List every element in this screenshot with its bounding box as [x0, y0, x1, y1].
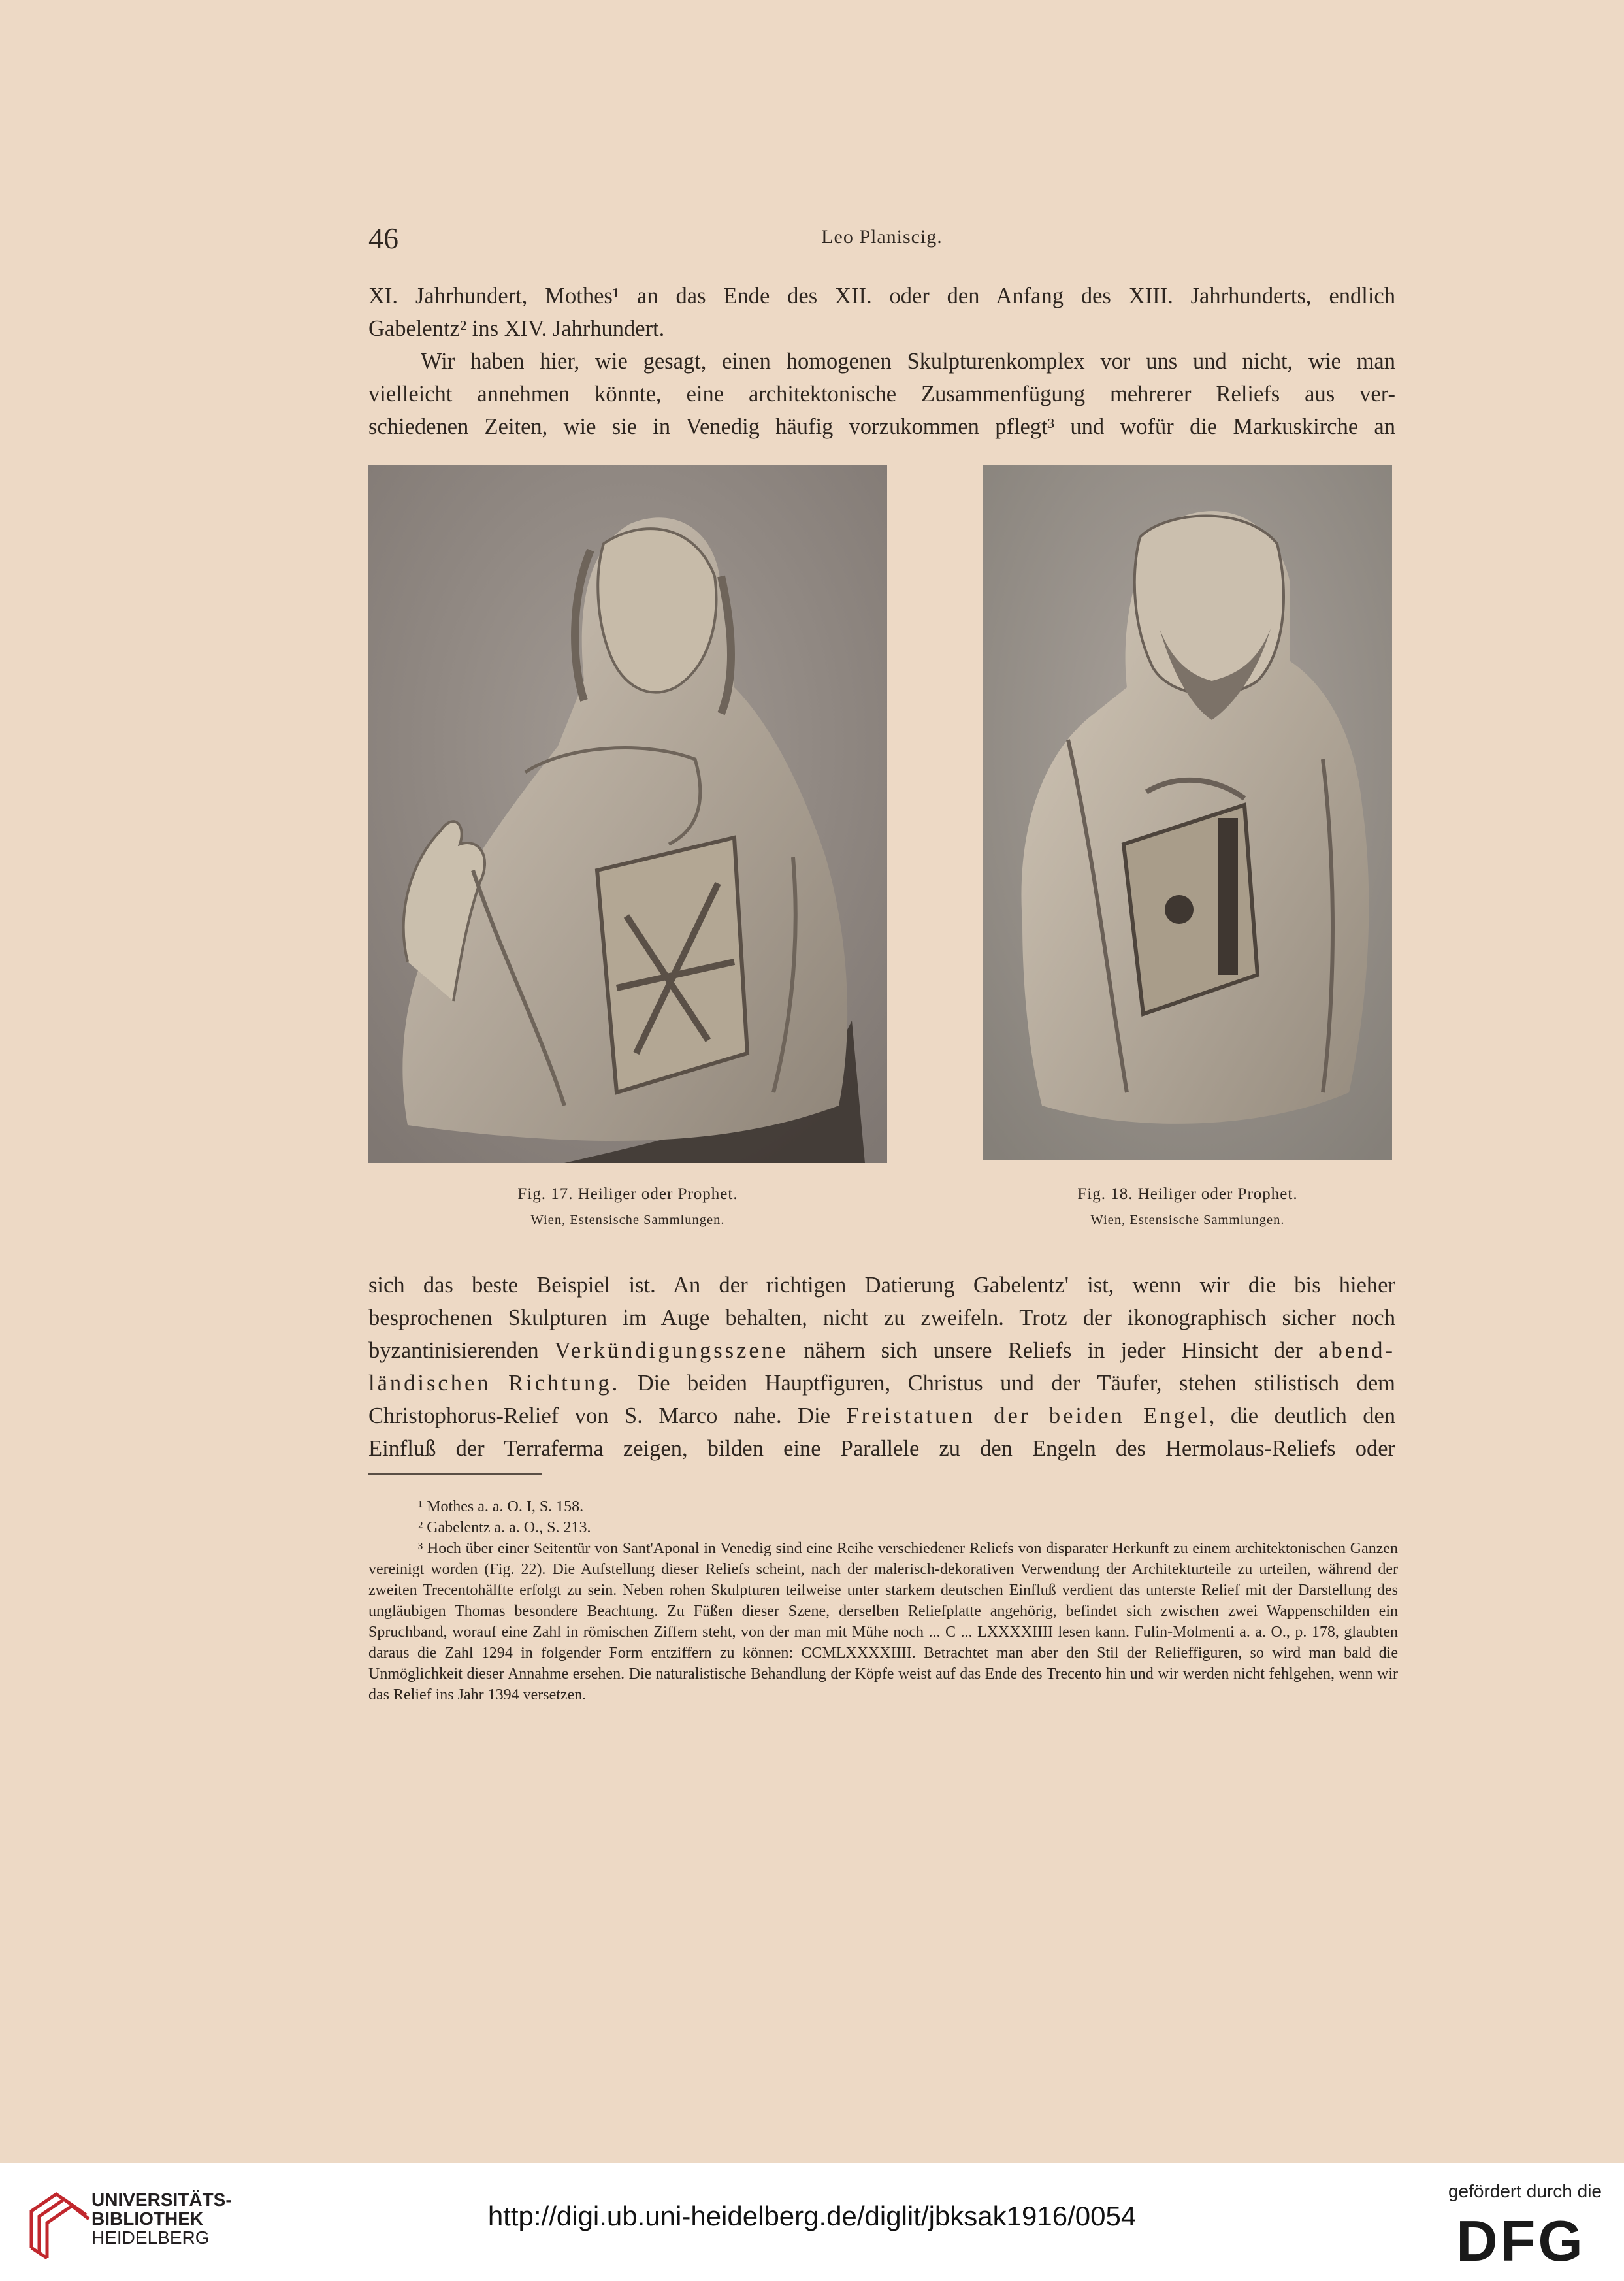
body-text-bottom: [368, 1269, 1395, 1465]
relief-saint-book-illustration: [368, 465, 887, 1163]
text-line: XI. Jahrhundert, Mothes¹ an das Ende des XII. oder den Anfang des XIII. Jahrhunderts, endlich: [368, 284, 1395, 308]
text-line: schiedenen Zeiten, wie sie in Venedig häufig vorzukommen pflegt³ und wofür die Markuskirche an: [368, 414, 1395, 439]
dfg-logo[interactable]: [1444, 2214, 1598, 2266]
figure-source: Wien, Estensische Sammlungen.: [1090, 1213, 1285, 1227]
emphasized-term: ländischen: [368, 1371, 491, 1396]
text-run: nähern sich unsere Reliefs in jeder Hinsicht der: [788, 1338, 1319, 1363]
text-run: , die deutlich den: [1209, 1403, 1396, 1428]
emphasized-term: Freistatuen der beiden Engel: [846, 1403, 1209, 1428]
emphasized-term: abend-: [1318, 1338, 1395, 1363]
text-line: Einfluß der Terraferma zeigen, bilden eine Parallele zu den Engeln des Hermolaus-Reliefs oder: [368, 1436, 1395, 1461]
figure-17-caption: [368, 1185, 887, 1228]
figure-18-caption: [983, 1185, 1392, 1228]
text-run: Die beiden Hauptfiguren, Christus und der Täufer, stehen stilistisch dem: [620, 1371, 1395, 1396]
funding-note: gefördert durch die: [1448, 2181, 1602, 2201]
text-run: Christophorus-Relief von S. Marco nahe. Die: [368, 1403, 847, 1428]
text-line: Gabelentz² ins XIV. Jahrhundert.: [368, 316, 665, 341]
body-text-top: [368, 280, 1395, 443]
footnotes: [368, 1496, 1398, 1705]
footnote-3: ³ Hoch über einer Seitentür von Sant'Aponal in Venedig sind eine Reihe verschiedener Reliefs von disparater Herkunft zu einem architektonischen Ganzen vereinigt worden (Fig. 22). Die Aufstellung dieser Reliefs scheint, nach der malerisch-dekorativen Verwendung der Architekturteile zu urteilen, während der zweiten Trecentohälfte erfolgt zu sein. Neben rohen Skulpturen teilweise unter starkem deutschen Einfluß verdient das unterste Relief mit der Darstellung des ungläubigen Thomas besondere Beachtung. Zu Füßen dieser Szene, derselben Reliefplatte angehörig, befindet sich zwischen zwei Wappenschilden ein Spruchband, worauf eine Zahl in römischen Ziffern steht, von der man mit Mühe noch ... C ... LXXXXIIII lesen kann. Fulin-Molmenti a. a. O., p. 178, glaubten daraus die Zahl 1294 in folgender Form entziffern zu können: CCMLXXXXIIII. Betrachtet man aber den Stil der Relieffiguren, so wird man bald die Unmöglichkeit dieser Annahme ersehen. Die naturalistische Behandlung der Köpfe weist auf das Ende des Trecento hin und wir werden nicht fehlgehen, wenn wir das Relief ins Jahr 1394 versetzen.: [368, 1540, 1398, 1703]
emphasized-term: Richtung.: [508, 1371, 621, 1396]
text-line: sich das beste Beispiel ist. An der richtigen Datierung Gabelentz' ist, wenn wir die bis hieher: [368, 1273, 1395, 1298]
text-run: [491, 1371, 509, 1396]
figure-18-image: [983, 465, 1392, 1160]
figure-title: Fig. 18. Heiliger oder Prophet.: [1077, 1185, 1298, 1203]
text-line: [368, 1400, 1395, 1432]
permalink-url[interactable]: http://digi.ub.uni-heidelberg.de/diglit/jbksak1916/0054: [487, 2201, 1137, 2231]
text-line: [368, 1367, 1395, 1400]
figure-17-image: [368, 465, 887, 1163]
library-name-line: BIBLIOTHEK: [91, 2208, 204, 2229]
emphasized-term: Verkündigungsszene: [554, 1338, 788, 1363]
viewer-footer: [0, 2163, 1624, 2281]
running-head: [368, 221, 1395, 260]
text-line: [368, 1334, 1395, 1367]
library-name-line: UNIVERSITÄTS-: [91, 2190, 232, 2210]
text-line: Wir haben hier, wie gesagt, einen homogenen Skulpturenkomplex vor uns und nicht, wie man: [421, 349, 1395, 374]
relief-bearded-saint-book-illustration: [983, 465, 1392, 1160]
library-name-line: HEIDELBERG: [91, 2227, 210, 2248]
figure-source: Wien, Estensische Sammlungen.: [530, 1213, 725, 1227]
text-line: vielleicht annehmen könnte, eine architektonische Zusammenfügung mehrerer Reliefs aus ver-: [368, 382, 1395, 406]
footnote-rule: [368, 1473, 542, 1475]
dfg-logo-text: DFG: [1456, 2214, 1585, 2266]
text-line: besprochenen Skulpturen im Auge behalten, nicht zu zweifeln. Trotz der ikonographisch sicher noch: [368, 1305, 1395, 1330]
page-number: 46: [368, 222, 398, 255]
text-run: byzantinisierenden: [368, 1338, 555, 1363]
footnote-2: ² Gabelentz a. a. O., S. 213.: [418, 1519, 591, 1536]
figure-title: Fig. 17. Heiliger oder Prophet.: [517, 1185, 738, 1203]
footnote-1: ¹ Mothes a. a. O. I, S. 158.: [418, 1498, 584, 1515]
running-head-author: Leo Planiscig.: [821, 226, 943, 248]
